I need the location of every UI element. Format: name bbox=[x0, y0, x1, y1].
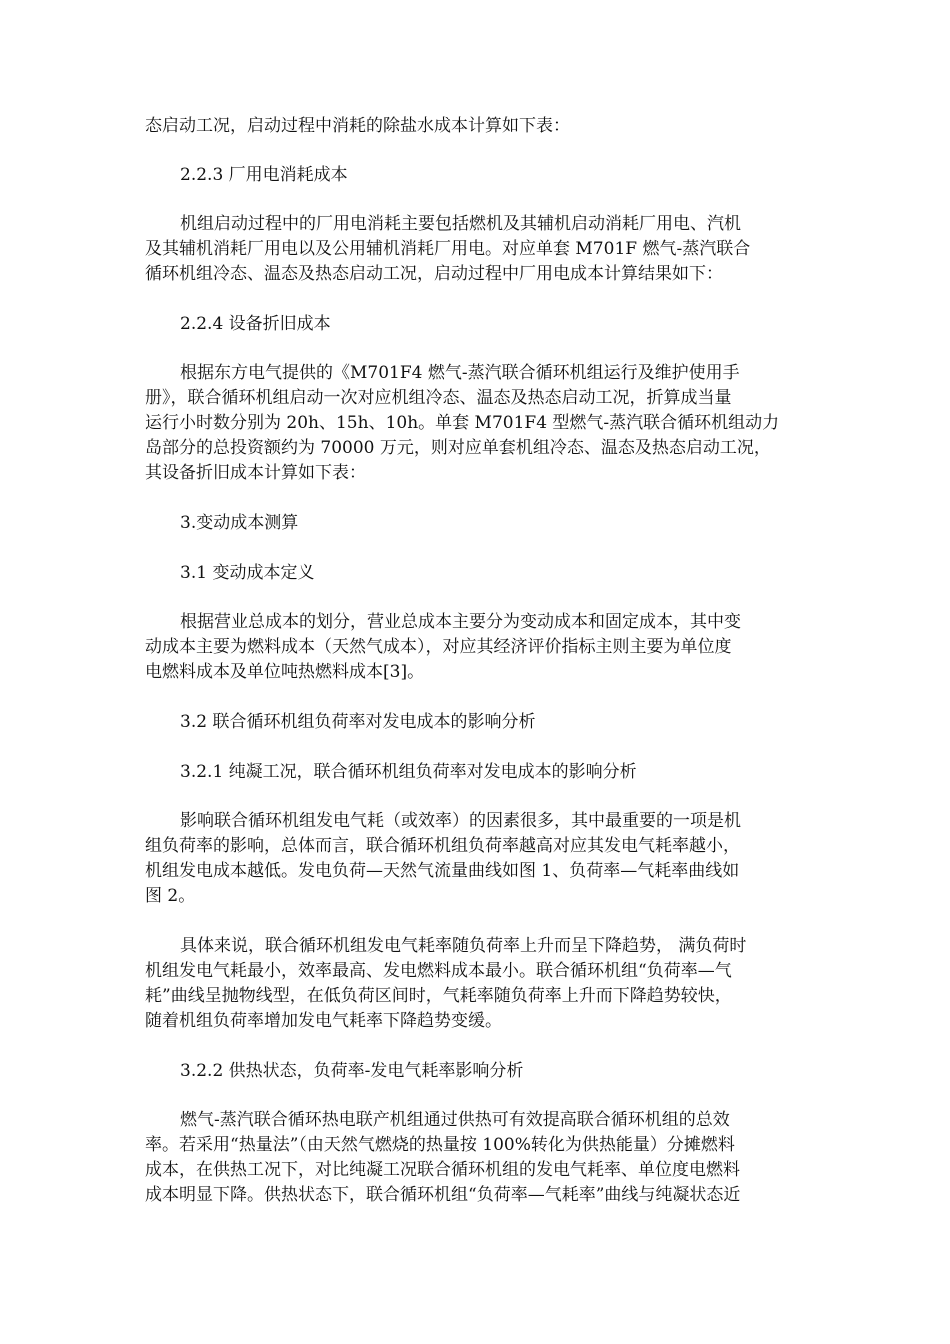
section-heading: 3.变动成本测算 bbox=[180, 513, 299, 533]
paragraph-line: 及其辅机消耗厂用电以及公用辅机消耗厂用电。对应单套 M701F 燃气-蒸汽联合 bbox=[145, 239, 751, 259]
paragraph-line: 其设备折旧成本计算如下表： bbox=[145, 463, 366, 483]
paragraph-line: 动成本主要为燃料成本（天然气成本），对应其经济评价指标主则主要为单位度 bbox=[145, 637, 732, 657]
section-heading: 2.2.4 设备折旧成本 bbox=[180, 314, 331, 334]
paragraph-line: 燃气-蒸汽联合循环热电联产机组通过供热可有效提高联合循环机组的总效 bbox=[180, 1110, 730, 1130]
paragraph-line: 机组发电气耗最小，效率最高、发电燃料成本最小。联合循环机组“负荷率—气 bbox=[145, 961, 732, 981]
paragraph-line: 机组发电成本越低。发电负荷—天然气流量曲线如图 1、负荷率—气耗率曲线如 bbox=[145, 861, 740, 881]
paragraph-line: 成本明显下降。供热状态下，联合循环机组“负荷率—气耗率”曲线与纯凝状态近 bbox=[145, 1185, 741, 1205]
section-heading: 2.2.3 厂用电消耗成本 bbox=[180, 165, 348, 185]
paragraph-line: 运行小时数分别为 20h、15h、10h。单套 M701F4 型燃气-蒸汽联合循环机组动力 bbox=[145, 413, 780, 433]
paragraph-line: 岛部分的总投资额约为 70000 万元，则对应单套机组冷态、温态及热态启动工况， bbox=[145, 438, 771, 458]
section-heading: 3.2.2 供热状态，负荷率-发电气耗率影响分析 bbox=[180, 1061, 524, 1081]
paragraph-line: 耗”曲线呈抛物线型，在低负荷区间时，气耗率随负荷率上升而下降趋势较快， bbox=[145, 986, 732, 1006]
paragraph-line: 组负荷率的影响，总体而言，联合循环机组负荷率越高对应其发电气耗率越小， bbox=[145, 836, 740, 856]
section-heading: 3.1 变动成本定义 bbox=[180, 563, 315, 583]
paragraph-line: 成本，在供热工况下，对比纯凝工况联合循环机组的发电气耗率、单位度电燃料 bbox=[145, 1160, 740, 1180]
paragraph-line: 根据东方电气提供的《M701F4 燃气-蒸汽联合循环机组运行及维护使用手 bbox=[180, 363, 740, 383]
paragraph-line: 电燃料成本及单位吨热燃料成本[3]。 bbox=[145, 662, 425, 682]
paragraph-line: 随着机组负荷率增加发电气耗率下降趋势变缓。 bbox=[145, 1011, 502, 1031]
paragraph-line: 影响联合循环机组发电气耗（或效率）的因素很多，其中最重要的一项是机 bbox=[180, 811, 741, 831]
paragraph-line: 态启动工况，启动过程中消耗的除盐水成本计算如下表： bbox=[145, 116, 570, 136]
paragraph-line: 机组启动过程中的厂用电消耗主要包括燃机及其辅机启动消耗厂用电、汽机 bbox=[180, 214, 741, 234]
paragraph-line: 册》，联合循环机组启动一次对应机组冷态、温态及热态启动工况，折算成当量 bbox=[145, 388, 732, 408]
paragraph-line: 循环机组冷态、温态及热态启动工况，启动过程中厂用电成本计算结果如下： bbox=[145, 264, 723, 284]
paragraph-line: 具体来说，联合循环机组发电气耗率随负荷率上升而呈下降趋势， 满负荷时 bbox=[180, 936, 747, 956]
paragraph-line: 根据营业总成本的划分，营业总成本主要分为变动成本和固定成本，其中变 bbox=[180, 612, 741, 632]
section-heading: 3.2.1 纯凝工况，联合循环机组负荷率对发电成本的影响分析 bbox=[180, 762, 637, 782]
section-heading: 3.2 联合循环机组负荷率对发电成本的影响分析 bbox=[180, 712, 536, 732]
paragraph-line: 图 2。 bbox=[145, 886, 196, 906]
paragraph-line: 率。若采用“热量法”（由天然气燃烧的热量按 100%转化为供热能量）分摊燃料 bbox=[145, 1135, 735, 1155]
